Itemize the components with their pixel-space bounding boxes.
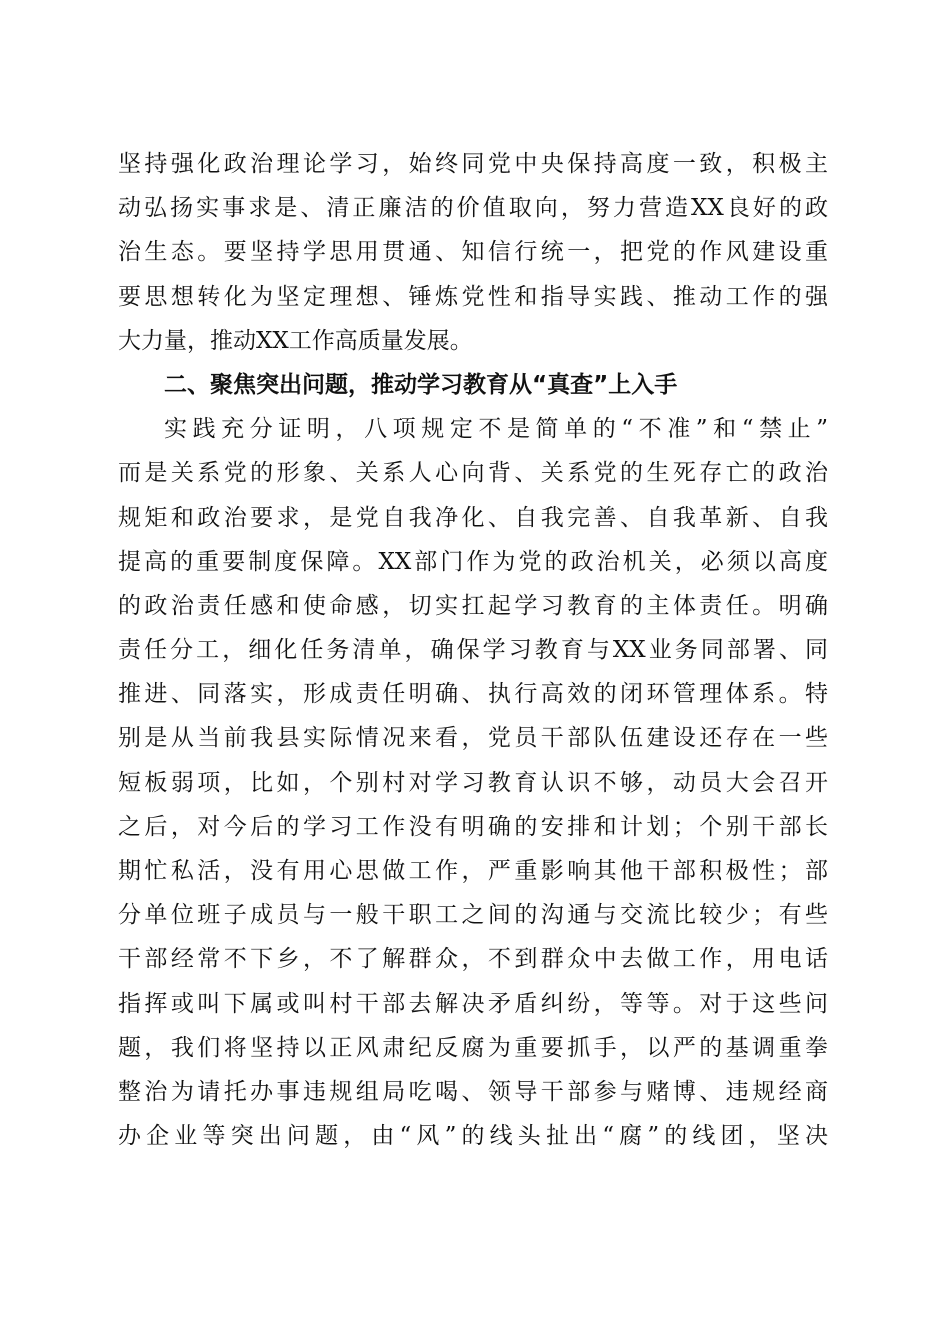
paragraph-line: 提高的重要制度保障。XX部门作为党的政治机关，必须以高度	[118, 548, 828, 575]
paragraph-line: 短板弱项，比如，个别村对学习教育认识不够，动员大会召开	[118, 769, 828, 796]
paragraph-1	[118, 142, 828, 363]
paragraph-line: 治生态。要坚持学思用贯通、知信行统一，把党的作风建设重	[118, 239, 828, 266]
paragraph-line: 之后，对今后的学习工作没有明确的安排和计划；个别干部长	[118, 813, 828, 840]
paragraph-line: 责任分工，细化任务清单，确保学习教育与XX业务同部署、同	[118, 637, 828, 664]
paragraph-line: 期忙私活，没有用心思做工作，严重影响其他干部积极性；部	[118, 858, 828, 884]
paragraph-line: 题，我们将坚持以正风肃纪反腐为重要抓手，以严的基调重拳	[118, 1034, 828, 1061]
paragraph-line: 规矩和政治要求，是党自我净化、自我完善、自我革新、自我	[118, 504, 828, 531]
section-heading: 二、聚焦突出问题，推动学习教育从“真查”上入手	[164, 371, 678, 398]
paragraph-2	[118, 407, 828, 1158]
paragraph-line: 推进、同落实，形成责任明确、执行高效的闭环管理体系。特	[118, 681, 828, 708]
paragraph-line: 坚持强化政治理论学习，始终同党中央保持高度一致，积极主	[118, 151, 828, 177]
paragraph-line: 分单位班子成员与一般干职工之间的沟通与交流比较少；有些	[118, 902, 828, 929]
paragraph-line: 整治为请托办事违规组局吃喝、领导干部参与赌博、违规经商	[118, 1078, 828, 1105]
paragraph-line: 大力量，推动XX工作高质量发展。	[118, 327, 473, 354]
paragraph-line: 的政治责任感和使命感，切实扛起学习教育的主体责任。明确	[118, 592, 828, 619]
paragraph-line: 动弘扬实事求是、清正廉洁的价值取向，努力营造XX良好的政	[118, 195, 828, 222]
paragraph-line: 而是关系党的形象、关系人心向背、关系党的生死存亡的政治	[118, 460, 828, 487]
paragraph-line: 实践充分证明，八项规定不是简单的“不准”和“禁止”	[164, 416, 828, 443]
paragraph-line: 要思想转化为坚定理想、锤炼党性和指导实践、推动工作的强	[118, 283, 828, 310]
paragraph-line: 指挥或叫下属或叫村干部去解决矛盾纠纷，等等。对于这些问	[118, 990, 828, 1017]
paragraph-line: 办企业等突出问题，由“风”的线头扯出“腐”的线团，坚决	[118, 1123, 828, 1150]
paragraph-line: 别是从当前我县实际情况来看，党员干部队伍建设还存在一些	[118, 725, 828, 752]
paragraph-line: 干部经常不下乡，不了解群众，不到群众中去做工作，用电话	[118, 946, 828, 973]
document-body	[118, 142, 828, 1158]
